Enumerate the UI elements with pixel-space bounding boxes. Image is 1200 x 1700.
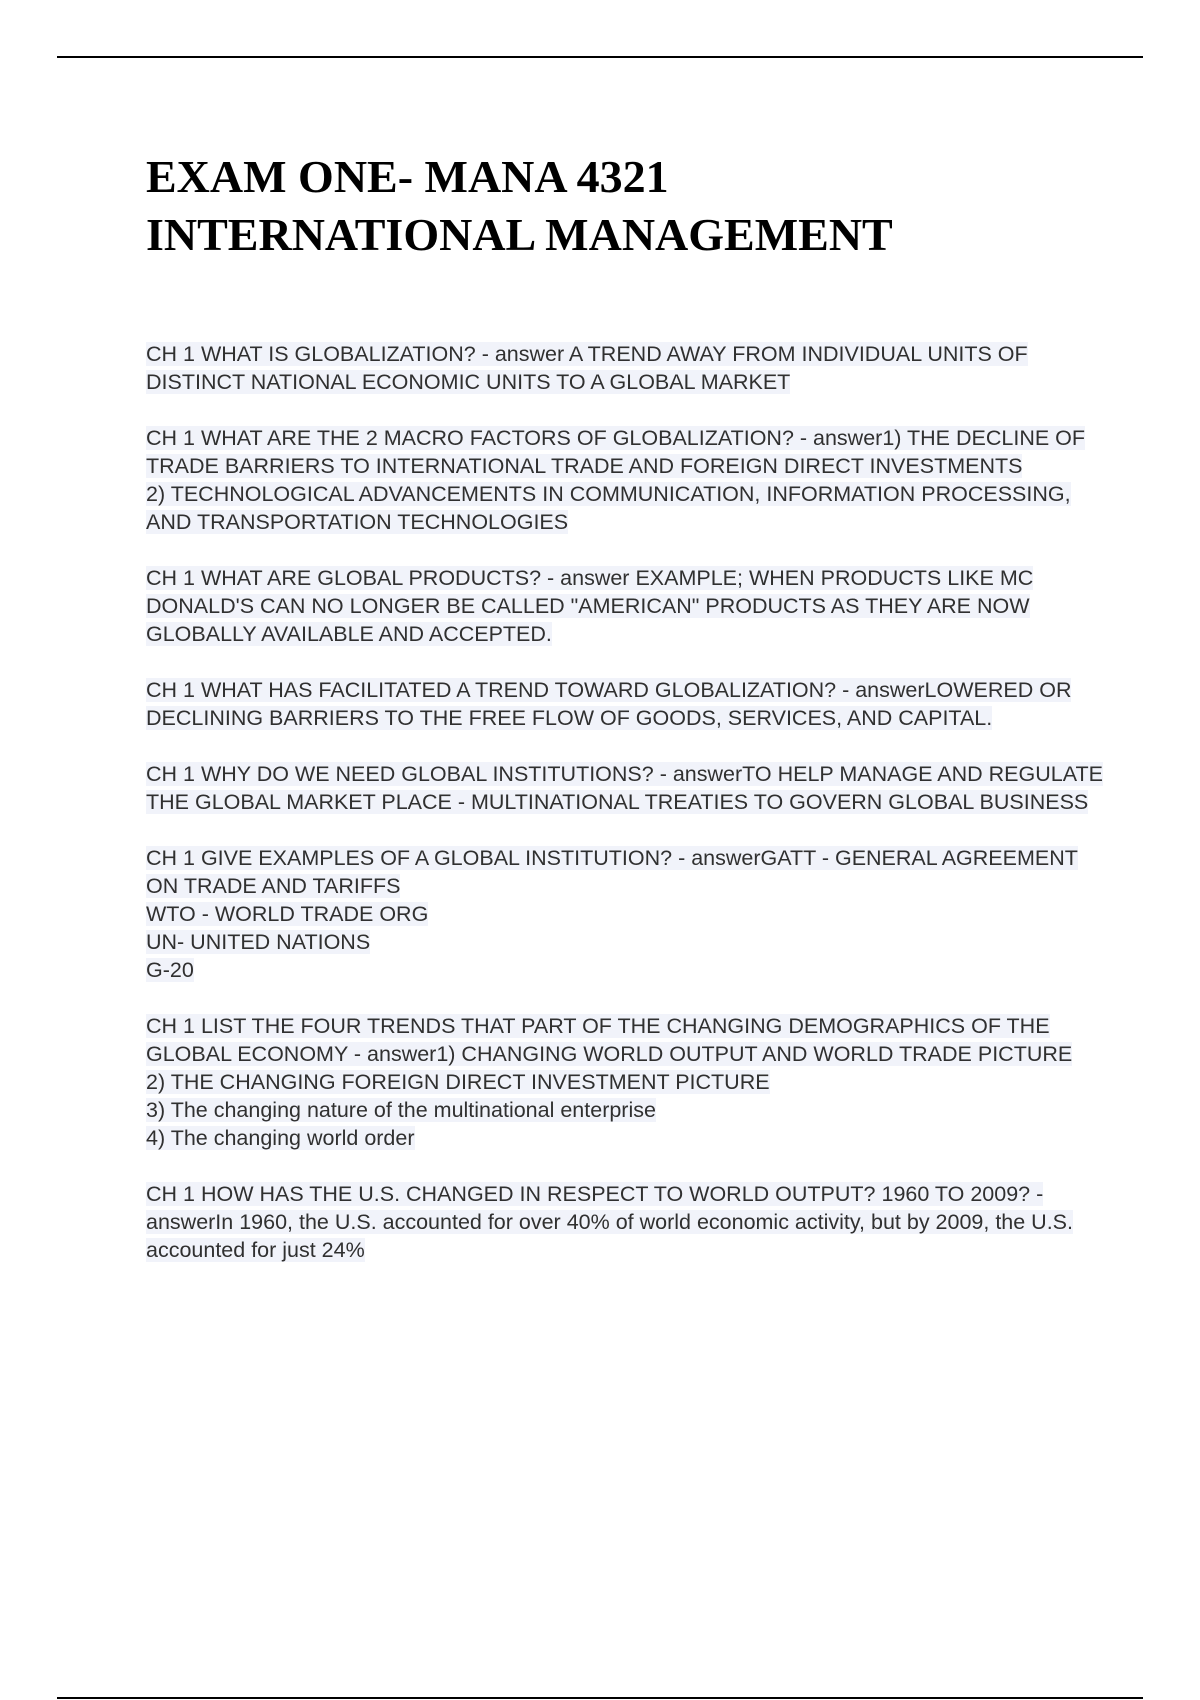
qa-item [146, 676, 1106, 732]
qa-item [146, 1180, 1106, 1264]
question-answer-list [146, 340, 1106, 1292]
page-title [146, 148, 1106, 264]
qa-item [146, 1012, 1106, 1152]
qa-text: CH 1 GIVE EXAMPLES OF A GLOBAL INSTITUTION? - answerGATT - GENERAL AGREEMENT ON TRADE AND TARIFFS WTO - WORLD TRADE ORG UN- UNITED NATIONS G-20 [146, 846, 1078, 982]
qa-item [146, 760, 1106, 816]
qa-text: CH 1 WHY DO WE NEED GLOBAL INSTITUTIONS? - answerTO HELP MANAGE AND REGULATE THE GLOBAL MARKET PLACE - MULTINATIONAL TREATIES TO GOVERN GLOBAL BUSINESS [146, 762, 1103, 814]
title-line-1: EXAM ONE- MANA 4321 [146, 151, 669, 202]
qa-text: CH 1 WHAT ARE GLOBAL PRODUCTS? - answer EXAMPLE; WHEN PRODUCTS LIKE MC DONALD'S CAN NO LONGER BE CALLED "AMERICAN" PRODUCTS AS THEY ARE NOW GLOBALLY AVAILABLE AND ACCEPTED. [146, 566, 1034, 646]
qa-item [146, 424, 1106, 536]
qa-text: CH 1 LIST THE FOUR TRENDS THAT PART OF THE CHANGING DEMOGRAPHICS OF THE GLOBAL ECONOMY - answer1) CHANGING WORLD OUTPUT AND WORLD TRADE PICTURE 2) THE CHANGING FOREIGN DIRECT INVESTMENT PICTURE 3) The changing nature of the multinational enterprise 4) The changing world order [146, 1014, 1073, 1150]
qa-item [146, 340, 1106, 396]
qa-text: CH 1 WHAT HAS FACILITATED A TREND TOWARD GLOBALIZATION? - answerLOWERED OR DECLINING BARRIERS TO THE FREE FLOW OF GOODS, SERVICES, AND CAPITAL. [146, 678, 1072, 730]
header-rule [57, 56, 1143, 58]
qa-item [146, 844, 1106, 984]
qa-text: CH 1 HOW HAS THE U.S. CHANGED IN RESPECT TO WORLD OUTPUT? 1960 TO 2009? - answerIn 1960, the U.S. accounted for over 40% of world economic activity, but by 2009, the U.S. accounted for just 24% [146, 1182, 1073, 1262]
footer-rule [57, 1697, 1143, 1699]
qa-text: CH 1 WHAT ARE THE 2 MACRO FACTORS OF GLOBALIZATION? - answer1) THE DECLINE OF TRADE BARRIERS TO INTERNATIONAL TRADE AND FOREIGN DIRECT INVESTMENTS 2) TECHNOLOGICAL ADVANCEMENTS IN COMMUNICATION, INFORMATION PROCESSING, AND TRANSPORTATION TECHNOLOGIES [146, 426, 1086, 534]
qa-text: CH 1 WHAT IS GLOBALIZATION? - answer A TREND AWAY FROM INDIVIDUAL UNITS OF DISTINCT NATIONAL ECONOMIC UNITS TO A GLOBAL MARKET [146, 342, 1028, 394]
title-line-2: INTERNATIONAL MANAGEMENT [146, 209, 893, 260]
qa-item [146, 564, 1106, 648]
